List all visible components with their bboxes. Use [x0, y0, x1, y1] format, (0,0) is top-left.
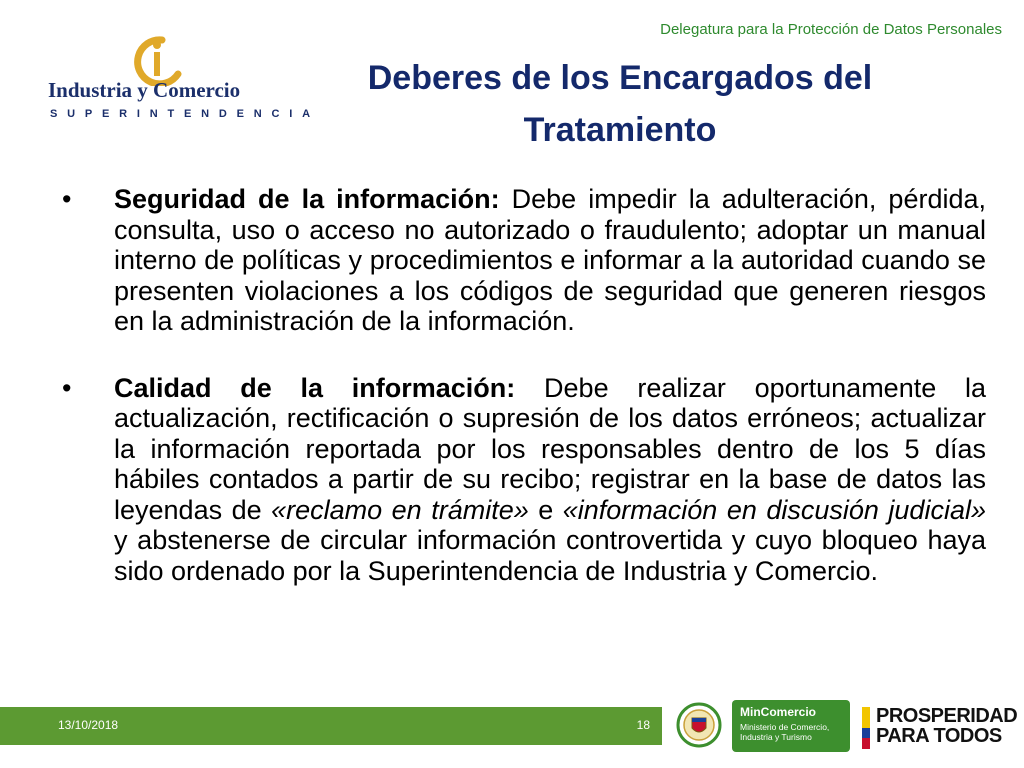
mincomercio-subtitle: Ministerio de Comercio, Industria y Turismo [740, 722, 830, 742]
logo-name: Industria y Comercio [48, 78, 241, 102]
bullet-heading: Calidad de la información: [114, 372, 516, 403]
bullet-item-seguridad [62, 184, 986, 337]
footer-logos [674, 698, 1024, 758]
footer-bar [0, 707, 662, 745]
bullet-text: Debe realizar oportunamente la actualización, rectificación o supresión de los datos erróneos; actualizar la información reportada por los responsables dentro de los 5 días hábiles contados a partir de su recibo; registrar en la base de datos las leyendas de [114, 372, 986, 525]
bullet-heading: Seguridad de la información: [114, 184, 500, 214]
section-label: Delegatura para la Protección de Datos Personales [660, 21, 1002, 38]
bullet-text: Debe impedir la adulteración, pérdida, consulta, uso o acceso no autorizado o fraudulento; adoptar un manual interno de políticas y procedimientos e informar a la autoridad cuando se presenten violaciones a los códigos de seguridad que generen riesgos en la administración de la información. [114, 184, 986, 336]
slide-title [300, 52, 940, 156]
bullet-item-calidad [62, 373, 986, 587]
legend-discusion: «información en discusión judicial» [562, 494, 986, 525]
mincomercio-title: MinComercio [740, 705, 817, 719]
footer-date: 13/10/2018 [58, 718, 119, 732]
title-line-1: Deberes de los Encargados del [367, 59, 873, 97]
prosperidad-logo [876, 706, 1017, 746]
sic-logo [48, 34, 320, 124]
bullet-text: e [528, 494, 563, 525]
page-number: 18 [636, 718, 650, 732]
mincomercio-logo [732, 700, 850, 752]
title-line-2: Tratamiento [523, 111, 717, 149]
logo-subtitle: SUPERINTENDENCIA [50, 108, 320, 120]
bullet-list [62, 184, 986, 586]
bullet-marker: • [62, 184, 72, 214]
legend-reclamo: «reclamo en trámite» [271, 494, 529, 525]
coat-of-arms-seal-icon [676, 702, 722, 748]
bullet-text: y abstenerse de circular información controvertida y cuyo bloqueo haya sido ordenado por la Superintendencia de Industria y Comercio. [114, 525, 986, 586]
prosperidad-line-2: PARA TODOS [876, 725, 1002, 747]
prosperidad-line-1: PROSPERIDAD [876, 705, 1018, 727]
bullet-marker: • [62, 372, 72, 403]
colombia-flag-icon [862, 707, 870, 749]
